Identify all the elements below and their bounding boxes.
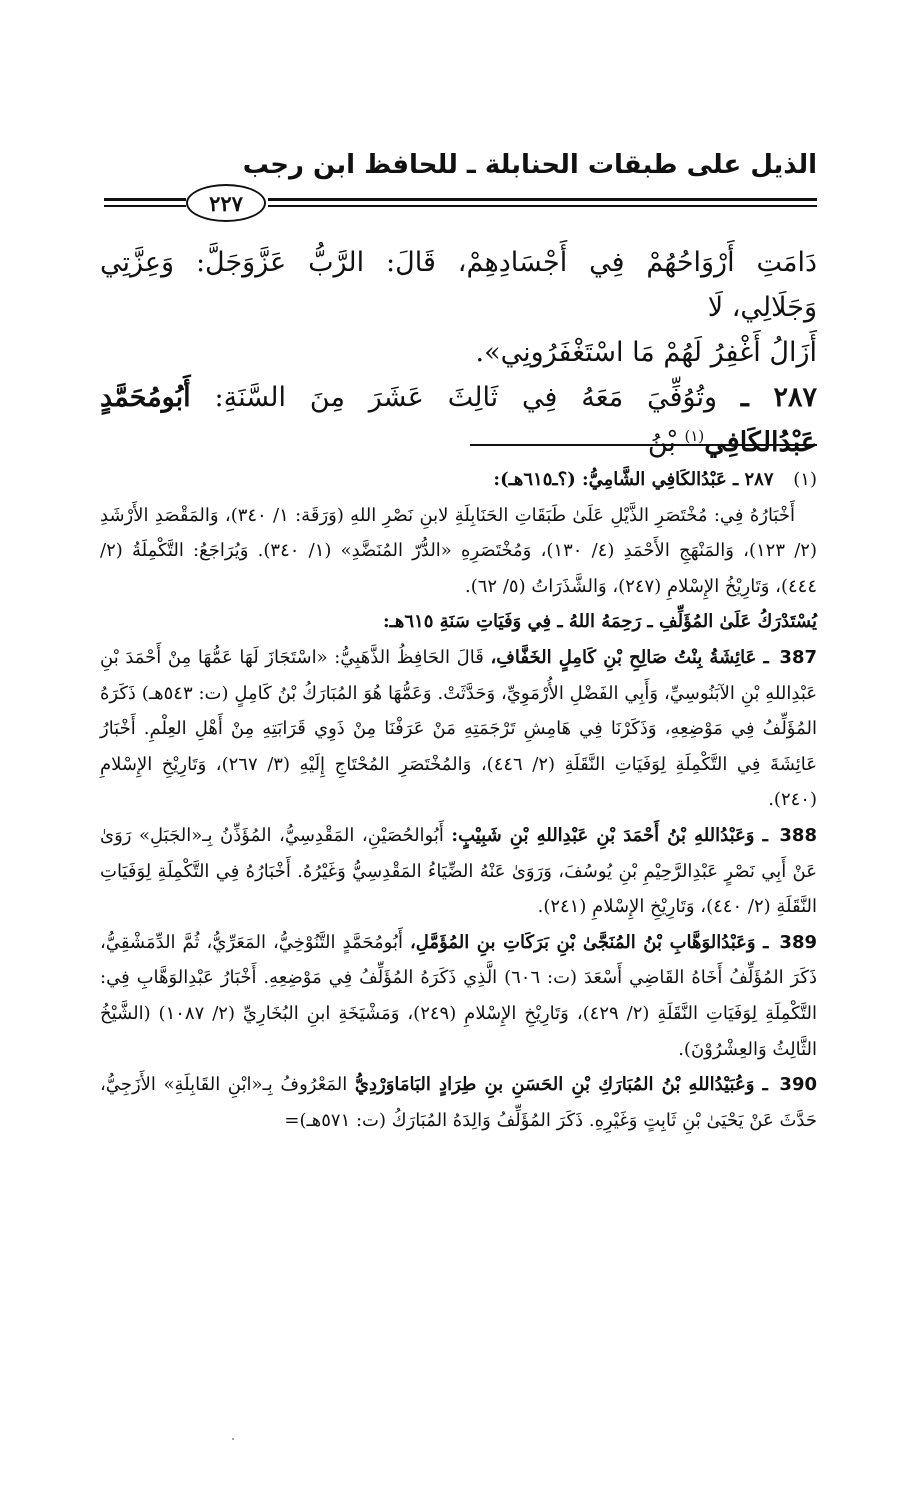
footnote-head: ٢٨٧ ـ عَبْدُالكَافِي الشَّامِيُّ: (؟ـ٦١٥هـ): [493,469,774,490]
entry-lead: ـ عَائِشَةُ بِنْتُ صَالِحِ بْنِ كَامِلٍ الخَفَّافِ، [490,646,769,668]
footnote-entry [100,1067,817,1138]
footnote-marker: (١) [793,469,817,490]
supplement-note: يُسْتَدْرَكُ عَلَىٰ المُؤَلِّفِ ـ رَحِمَهُ اللهُ ـ فِي وَفَيَاتِ سَنَةِ ٦١٥هـ: [382,611,817,633]
running-title: الذيل على طبقات الحنابلة ـ للحافظ ابن رجب [242,150,817,180]
main-text [100,240,817,465]
entry-number: 389 [779,931,817,953]
main-line-2: أَزَالُ أَغْفِرُ لَهُمْ مَا اسْتَغْفَرُونِي». [475,337,817,368]
entry-text: وتُوُفِّيَ مَعَهُ فِي ثَالِثَ عَشَرَ مِنَ السَّنَةِ: [214,382,718,413]
footnote-entry [100,925,817,1067]
header-rule-right [268,198,817,207]
footnote-reference[interactable]: (١) [684,427,705,445]
entry-287-line [100,375,817,465]
footnotes [100,462,817,1138]
entry-number: ٢٨٧ ـ [740,382,817,413]
entry-body: أَبُومُحَمَّدٍ التَّنُوْخِيُّ، المَعَرِّيُّ، ثُمَّ الدِّمَشْقِيُّ، ذَكَرَ المُؤَلِّفُ أَخَاهُ القَاضِي أَسْعَدَ (ت: ٦٠٦) الَّذِي ذَكَرَهُ المُؤَلِّفُ فِي مَوْضِعِهِ. أَخْبَارُ عَبْدِالوَهَّابِ فِي: التَّكْمِلَةِ لِوَفَيَاتِ النَّقَلَةِ (٢/ ٤٢٩)، وَتَارِيْخِ الإِسْلامِ (٢٤٩)، وَمَشْيَخَةِ ابنِ البُخَارِيِّ (٢/ ١٠٨٧) (الشَّيْخُ الثَّالِثُ وَالعِشْرُوْنَ). [100,931,817,1060]
entry-tail: بْنُ [647,427,676,458]
entry-lead: ـ وَعُبَيْدُاللهِ بْنُ المُبَارَكِ بْنِ الحَسَنِ بنِ طِرَادٍ البَامَاوَرْدِيُّ [354,1074,768,1096]
page-number: ٢٢٧ [186,184,266,222]
entry-number: 390 [779,1074,817,1096]
entry-number: 388 [779,824,817,846]
footnote-separator [470,444,817,446]
footnote-entry [100,640,817,818]
footnote-entry [100,818,817,925]
header-rule-left [104,198,186,207]
entry-name: أَبُومُحَمَّدٍ عَبْدُالكَافِي [100,382,817,458]
footnote-head-line [100,462,817,498]
entry-body: المَعْرُوفُ بِـ«ابْنِ القَابِلَةِ» الأَزَجِيُّ، حَدَّثَ عَنْ يَحْيَىٰ بْنِ ثَابِتٍ وَغَيْرِهِ. ذَكَرَ المُؤَلِّفُ وَالِدَهُ المُبَارَكُ (ت: ٥٧١هـ)= [100,1074,817,1131]
main-line-1: دَامَتِ أَرْوَاحُهُمْ فِي أَجْسَادِهِمْ، قَالَ: الرَّبُّ عَزَّوَجَلَّ: وَعِزَّتِي وَجَلَالِي، لَا [100,247,817,323]
entry-body: أَبُوالحُصَيْنِ، المَقْدِسِيُّ، المُؤَذِّنُ بِـ«الجَبَلِ» رَوَىٰ عَنْ أَبِي نَصْرٍ عَبْدِالرَّحِيْمِ بْنِ يُوسُفَ، وَرَوَىٰ عَنْهُ الضِّيَاءُ المَقْدِسِيُّ وَغَيْرُهُ. أَخْبَارُهُ فِي التَّكْمِلَةِ لِوَفَيَاتِ النَّقَلَةِ (٢/ ٤٤٠)، وَتَارِيْخِ الإِسْلامِ (٢٤١). [100,824,817,918]
entry-lead: ـ وَعَبْدُاللهِ بْنُ أَحْمَدَ بْنِ عَبْدِاللهِ بْنِ شَبِيْبٍ: [451,824,768,846]
scan-speck [232,1438,234,1440]
entry-number: 387 [779,646,817,668]
footnote-sources: أَخْبَارُهُ فِي: مُخْتَصَرِ الذَّيْلِ عَلَىٰ طَبَقَاتِ الحَنَابِلَةِ لابنِ نَصْرِ اللهِ (وَرَقَة: ١/ ٣٤٠)، وَالمَقْصَدِ الأَرْشَدِ (٢/ ١٢٣)، وَالمَنْهَجِ الأَحْمَدِ (٤/ ١٣٠)، وَمُخْتَصَرِهِ «الدُّرّ المُنَضَّدِ» (١/ ٣٤٠). وَيُرَاجَعُ: التَّكْمِلَةُ (٢/ ٤٤٤)، وَتَارِيْخُ الإِسْلامِ (٢٤٧)، وَالشَّذَرَاتُ (٥/ ٦٢). [100,504,817,597]
entry-body: قَالَ الحَافِظُ الذَّهَبِيُّ: «اسْتَجَازَ لَهَا عَمُّهَا مِنْ أَحْمَدَ بْنِ عَبْدِاللهِ بْنِ الآبَنُوسِيِّ، وَأَبِي الفَضْلِ الأُرْمَوِيِّ، وَحَدَّثَتْ. وَعَمُّهَا هُوَ المُبَارَكُ بْنُ كَامِلٍ (ت: ٥٤٣هـ) ذَكَرَهُ المُؤَلِّفُ فِي مَوْضِعِهِ، وَذَكَرْنَا فِي هَامِشِ تَرْجَمَتِهِ مَنْ عَرَفْنَا مِنْ ذَوِي قَرَابَتِهِ مِنْ أَهْلِ العِلْمِ. أَخْبَارُ عَائِشَةَ فِي التَّكْمِلَةِ لِوَفَيَاتِ النَّقَلَةِ (٢/ ٤٤٦)، وَالمُخْتَصَرِ المُحْتَاجِ إِلَيْهِ (٣/ ٢٦٧)، وَتَارِيْخِ الإِسْلامِ (٢٤٠). [100,646,818,811]
entry-lead: ـ وَعَبْدُالوَهَّابِ بْنُ المُنَجَّىٰ بْنِ بَرَكَاتِ بنِ المُؤَمَّلِ، [409,931,769,953]
